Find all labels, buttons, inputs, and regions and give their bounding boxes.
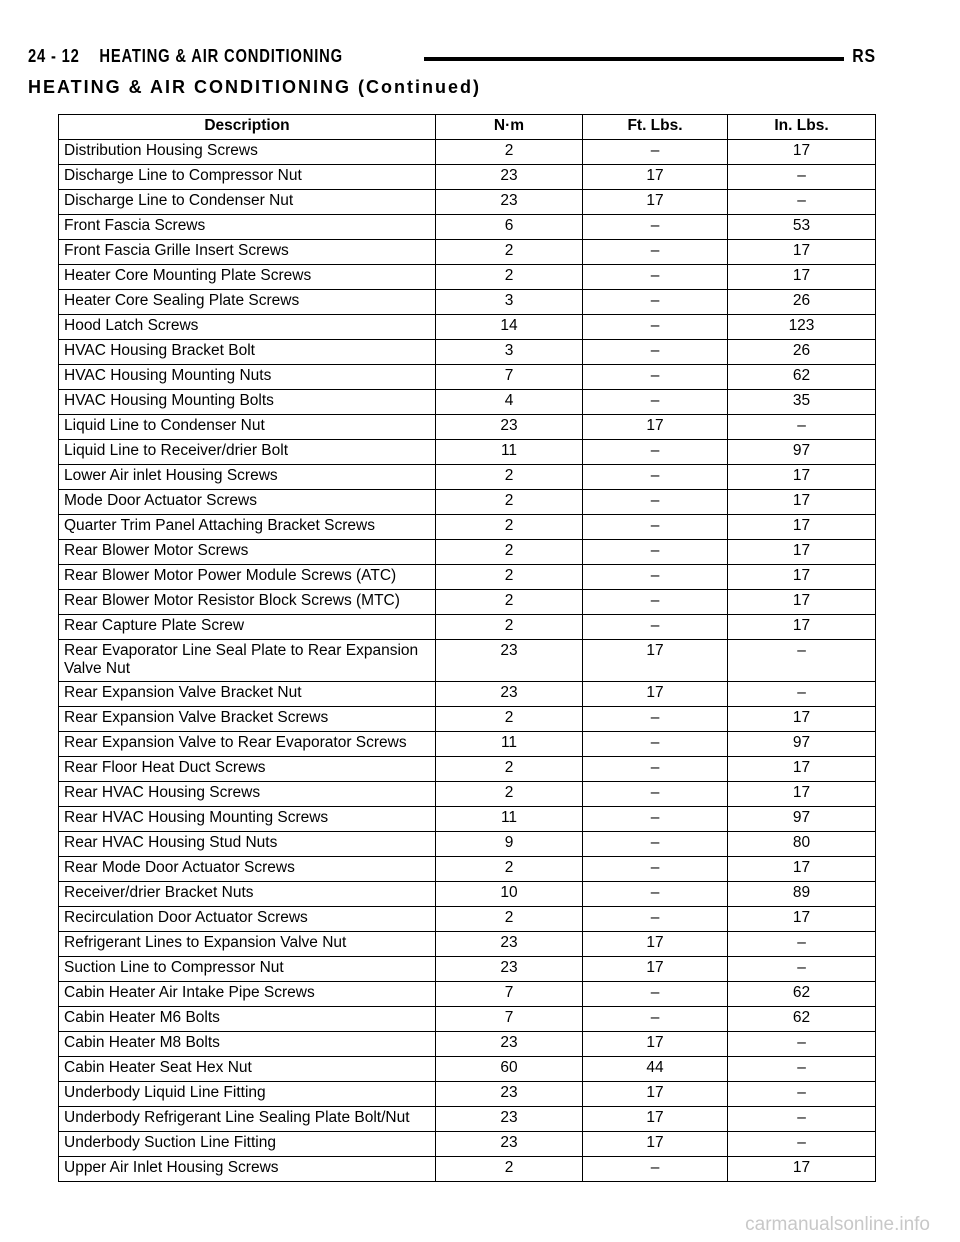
cell-newton-meters: 23 xyxy=(436,1032,583,1057)
cell-newton-meters: 23 xyxy=(436,640,583,682)
cell-description: Cabin Heater Seat Hex Nut xyxy=(59,1057,436,1082)
cell-inch-pounds: – xyxy=(728,957,876,982)
cell-foot-pounds: 17 xyxy=(583,415,728,440)
cell-inch-pounds: 17 xyxy=(728,565,876,590)
cell-newton-meters: 3 xyxy=(436,290,583,315)
cell-description: Cabin Heater M6 Bolts xyxy=(59,1007,436,1032)
cell-foot-pounds: 17 xyxy=(583,1032,728,1057)
cell-newton-meters: 23 xyxy=(436,1132,583,1157)
cell-foot-pounds: – xyxy=(583,215,728,240)
cell-inch-pounds: 17 xyxy=(728,1157,876,1182)
cell-inch-pounds: 17 xyxy=(728,140,876,165)
table-row xyxy=(59,540,876,565)
table-row xyxy=(59,957,876,982)
table-row xyxy=(59,390,876,415)
cell-newton-meters: 7 xyxy=(436,365,583,390)
cell-newton-meters: 7 xyxy=(436,982,583,1007)
cell-newton-meters: 2 xyxy=(436,515,583,540)
cell-foot-pounds: – xyxy=(583,807,728,832)
cell-inch-pounds: 17 xyxy=(728,465,876,490)
cell-foot-pounds: – xyxy=(583,707,728,732)
cell-foot-pounds: – xyxy=(583,540,728,565)
cell-newton-meters: 4 xyxy=(436,390,583,415)
cell-foot-pounds: – xyxy=(583,465,728,490)
cell-newton-meters: 2 xyxy=(436,707,583,732)
table-row xyxy=(59,732,876,757)
table-row xyxy=(59,857,876,882)
column-header-inch-pounds: In. Lbs. xyxy=(728,115,876,140)
cell-foot-pounds: 17 xyxy=(583,1107,728,1132)
table-row xyxy=(59,140,876,165)
cell-foot-pounds: – xyxy=(583,590,728,615)
cell-description: Rear Expansion Valve Bracket Screws xyxy=(59,707,436,732)
cell-newton-meters: 2 xyxy=(436,540,583,565)
column-header-foot-pounds: Ft. Lbs. xyxy=(583,115,728,140)
cell-inch-pounds: 17 xyxy=(728,782,876,807)
section-title: HEATING & AIR CONDITIONING (Continued) xyxy=(28,77,481,97)
cell-description: Rear Expansion Valve to Rear Evaporator Screws xyxy=(59,732,436,757)
table-row xyxy=(59,290,876,315)
cell-foot-pounds: – xyxy=(583,340,728,365)
cell-description: Underbody Suction Line Fitting xyxy=(59,1132,436,1157)
cell-newton-meters: 2 xyxy=(436,615,583,640)
cell-newton-meters: 23 xyxy=(436,932,583,957)
cell-inch-pounds: – xyxy=(728,1057,876,1082)
cell-foot-pounds: – xyxy=(583,1157,728,1182)
cell-foot-pounds: 17 xyxy=(583,682,728,707)
cell-description: Hood Latch Screws xyxy=(59,315,436,340)
cell-foot-pounds: – xyxy=(583,440,728,465)
cell-description: Upper Air Inlet Housing Screws xyxy=(59,1157,436,1182)
cell-foot-pounds: 17 xyxy=(583,190,728,215)
cell-newton-meters: 2 xyxy=(436,782,583,807)
cell-foot-pounds: – xyxy=(583,315,728,340)
table-row xyxy=(59,707,876,732)
cell-inch-pounds: 17 xyxy=(728,590,876,615)
header-rule xyxy=(424,57,844,61)
table-row xyxy=(59,1032,876,1057)
cell-foot-pounds: 17 xyxy=(583,1082,728,1107)
cell-description: Rear Blower Motor Screws xyxy=(59,540,436,565)
table-row xyxy=(59,907,876,932)
cell-description: Quarter Trim Panel Attaching Bracket Screws xyxy=(59,515,436,540)
cell-inch-pounds: 17 xyxy=(728,490,876,515)
table-row xyxy=(59,265,876,290)
cell-inch-pounds: 26 xyxy=(728,340,876,365)
cell-foot-pounds: 44 xyxy=(583,1057,728,1082)
cell-inch-pounds: – xyxy=(728,415,876,440)
table-row xyxy=(59,832,876,857)
cell-description: Recirculation Door Actuator Screws xyxy=(59,907,436,932)
table-row xyxy=(59,215,876,240)
cell-newton-meters: 2 xyxy=(436,1157,583,1182)
cell-description: Heater Core Mounting Plate Screws xyxy=(59,265,436,290)
cell-description: Liquid Line to Condenser Nut xyxy=(59,415,436,440)
cell-description: Rear Expansion Valve Bracket Nut xyxy=(59,682,436,707)
cell-newton-meters: 6 xyxy=(436,215,583,240)
cell-description: Cabin Heater Air Intake Pipe Screws xyxy=(59,982,436,1007)
cell-inch-pounds: – xyxy=(728,640,876,682)
cell-inch-pounds: – xyxy=(728,190,876,215)
watermark: carmanualsonline.info xyxy=(745,1214,930,1235)
torque-spec-table xyxy=(58,114,876,1182)
table-row xyxy=(59,682,876,707)
cell-inch-pounds: 17 xyxy=(728,857,876,882)
cell-foot-pounds: – xyxy=(583,782,728,807)
cell-foot-pounds: 17 xyxy=(583,640,728,682)
page-header xyxy=(28,44,876,72)
cell-foot-pounds: – xyxy=(583,615,728,640)
cell-description: Rear HVAC Housing Stud Nuts xyxy=(59,832,436,857)
cell-inch-pounds: 17 xyxy=(728,240,876,265)
cell-foot-pounds: 17 xyxy=(583,1132,728,1157)
cell-newton-meters: 2 xyxy=(436,857,583,882)
table-row xyxy=(59,315,876,340)
table-row xyxy=(59,415,876,440)
table-row xyxy=(59,515,876,540)
table-row xyxy=(59,782,876,807)
cell-inch-pounds: 123 xyxy=(728,315,876,340)
table-row xyxy=(59,640,876,682)
cell-description: Receiver/drier Bracket Nuts xyxy=(59,882,436,907)
cell-inch-pounds: 17 xyxy=(728,707,876,732)
cell-inch-pounds: 17 xyxy=(728,540,876,565)
cell-inch-pounds: – xyxy=(728,1032,876,1057)
table-header-row xyxy=(59,115,876,140)
cell-description: Rear Capture Plate Screw xyxy=(59,615,436,640)
table-row xyxy=(59,807,876,832)
cell-description: HVAC Housing Mounting Nuts xyxy=(59,365,436,390)
cell-foot-pounds: – xyxy=(583,565,728,590)
cell-description: Discharge Line to Condenser Nut xyxy=(59,190,436,215)
cell-newton-meters: 2 xyxy=(436,590,583,615)
table-row xyxy=(59,757,876,782)
column-header-newton-meters: N·m xyxy=(436,115,583,140)
cell-newton-meters: 2 xyxy=(436,757,583,782)
cell-foot-pounds: 17 xyxy=(583,165,728,190)
cell-foot-pounds: – xyxy=(583,365,728,390)
table-row xyxy=(59,465,876,490)
cell-newton-meters: 23 xyxy=(436,682,583,707)
cell-inch-pounds: 17 xyxy=(728,907,876,932)
cell-description: Discharge Line to Compressor Nut xyxy=(59,165,436,190)
table-row xyxy=(59,982,876,1007)
cell-foot-pounds: – xyxy=(583,390,728,415)
table-row xyxy=(59,1157,876,1182)
cell-inch-pounds: 17 xyxy=(728,757,876,782)
table-row xyxy=(59,340,876,365)
cell-description: HVAC Housing Mounting Bolts xyxy=(59,390,436,415)
cell-foot-pounds: – xyxy=(583,832,728,857)
cell-foot-pounds: – xyxy=(583,265,728,290)
cell-newton-meters: 14 xyxy=(436,315,583,340)
cell-description: Heater Core Sealing Plate Screws xyxy=(59,290,436,315)
cell-description: Refrigerant Lines to Expansion Valve Nut xyxy=(59,932,436,957)
cell-inch-pounds: 17 xyxy=(728,265,876,290)
cell-newton-meters: 2 xyxy=(436,140,583,165)
cell-newton-meters: 2 xyxy=(436,265,583,290)
table-body xyxy=(59,140,876,1182)
cell-newton-meters: 23 xyxy=(436,165,583,190)
cell-foot-pounds: – xyxy=(583,907,728,932)
cell-description: Rear HVAC Housing Mounting Screws xyxy=(59,807,436,832)
cell-foot-pounds: – xyxy=(583,240,728,265)
cell-description: Mode Door Actuator Screws xyxy=(59,490,436,515)
page-number-and-chapter: 24 - 12 HEATING & AIR CONDITIONING xyxy=(28,46,343,66)
cell-description: Rear Blower Motor Power Module Screws (ATC) xyxy=(59,565,436,590)
table-row xyxy=(59,1007,876,1032)
cell-newton-meters: 23 xyxy=(436,1082,583,1107)
cell-newton-meters: 60 xyxy=(436,1057,583,1082)
cell-newton-meters: 23 xyxy=(436,957,583,982)
cell-inch-pounds: 62 xyxy=(728,1007,876,1032)
cell-inch-pounds: 26 xyxy=(728,290,876,315)
cell-description: Front Fascia Screws xyxy=(59,215,436,240)
table-row xyxy=(59,1132,876,1157)
cell-description: Distribution Housing Screws xyxy=(59,140,436,165)
cell-newton-meters: 7 xyxy=(436,1007,583,1032)
table-row xyxy=(59,1057,876,1082)
cell-foot-pounds: 17 xyxy=(583,932,728,957)
cell-foot-pounds: 17 xyxy=(583,957,728,982)
cell-foot-pounds: – xyxy=(583,882,728,907)
cell-foot-pounds: – xyxy=(583,490,728,515)
cell-foot-pounds: – xyxy=(583,857,728,882)
cell-newton-meters: 10 xyxy=(436,882,583,907)
cell-inch-pounds: 97 xyxy=(728,807,876,832)
cell-description: Lower Air inlet Housing Screws xyxy=(59,465,436,490)
table-row xyxy=(59,440,876,465)
cell-description: Front Fascia Grille Insert Screws xyxy=(59,240,436,265)
cell-description: Rear Floor Heat Duct Screws xyxy=(59,757,436,782)
cell-inch-pounds: 53 xyxy=(728,215,876,240)
cell-newton-meters: 2 xyxy=(436,565,583,590)
cell-description: Underbody Liquid Line Fitting xyxy=(59,1082,436,1107)
table-row xyxy=(59,165,876,190)
cell-description: Underbody Refrigerant Line Sealing Plate Bolt/Nut xyxy=(59,1107,436,1132)
cell-foot-pounds: – xyxy=(583,515,728,540)
cell-newton-meters: 2 xyxy=(436,490,583,515)
cell-foot-pounds: – xyxy=(583,982,728,1007)
cell-description: Rear Mode Door Actuator Screws xyxy=(59,857,436,882)
cell-description: HVAC Housing Bracket Bolt xyxy=(59,340,436,365)
table-row xyxy=(59,615,876,640)
cell-description: Cabin Heater M8 Bolts xyxy=(59,1032,436,1057)
cell-newton-meters: 9 xyxy=(436,832,583,857)
cell-foot-pounds: – xyxy=(583,140,728,165)
cell-inch-pounds: 17 xyxy=(728,515,876,540)
table-row xyxy=(59,240,876,265)
cell-newton-meters: 11 xyxy=(436,732,583,757)
cell-inch-pounds: 17 xyxy=(728,615,876,640)
cell-description: Rear HVAC Housing Screws xyxy=(59,782,436,807)
cell-inch-pounds: 97 xyxy=(728,440,876,465)
cell-inch-pounds: 62 xyxy=(728,365,876,390)
cell-inch-pounds: 62 xyxy=(728,982,876,1007)
table-row xyxy=(59,882,876,907)
cell-newton-meters: 23 xyxy=(436,415,583,440)
cell-inch-pounds: – xyxy=(728,682,876,707)
cell-newton-meters: 3 xyxy=(436,340,583,365)
cell-inch-pounds: – xyxy=(728,165,876,190)
cell-inch-pounds: 80 xyxy=(728,832,876,857)
cell-foot-pounds: – xyxy=(583,290,728,315)
cell-inch-pounds: – xyxy=(728,932,876,957)
cell-inch-pounds: – xyxy=(728,1107,876,1132)
cell-inch-pounds: – xyxy=(728,1132,876,1157)
cell-newton-meters: 11 xyxy=(436,440,583,465)
cell-foot-pounds: – xyxy=(583,1007,728,1032)
cell-foot-pounds: – xyxy=(583,732,728,757)
cell-inch-pounds: 89 xyxy=(728,882,876,907)
model-code: RS xyxy=(852,46,876,66)
cell-newton-meters: 23 xyxy=(436,1107,583,1132)
column-header-description: Description xyxy=(59,115,436,140)
table-row xyxy=(59,1107,876,1132)
cell-inch-pounds: – xyxy=(728,1082,876,1107)
cell-description: Rear Blower Motor Resistor Block Screws (MTC) xyxy=(59,590,436,615)
cell-description: Rear Evaporator Line Seal Plate to Rear Expansion Valve Nut xyxy=(59,640,436,682)
table-row xyxy=(59,565,876,590)
table-row xyxy=(59,932,876,957)
table-row xyxy=(59,190,876,215)
table-row xyxy=(59,365,876,390)
cell-description: Liquid Line to Receiver/drier Bolt xyxy=(59,440,436,465)
cell-newton-meters: 2 xyxy=(436,907,583,932)
cell-newton-meters: 23 xyxy=(436,190,583,215)
cell-newton-meters: 2 xyxy=(436,465,583,490)
cell-description: Suction Line to Compressor Nut xyxy=(59,957,436,982)
cell-newton-meters: 11 xyxy=(436,807,583,832)
table-row xyxy=(59,590,876,615)
cell-foot-pounds: – xyxy=(583,757,728,782)
table-row xyxy=(59,490,876,515)
cell-newton-meters: 2 xyxy=(436,240,583,265)
table-row xyxy=(59,1082,876,1107)
cell-inch-pounds: 35 xyxy=(728,390,876,415)
cell-inch-pounds: 97 xyxy=(728,732,876,757)
